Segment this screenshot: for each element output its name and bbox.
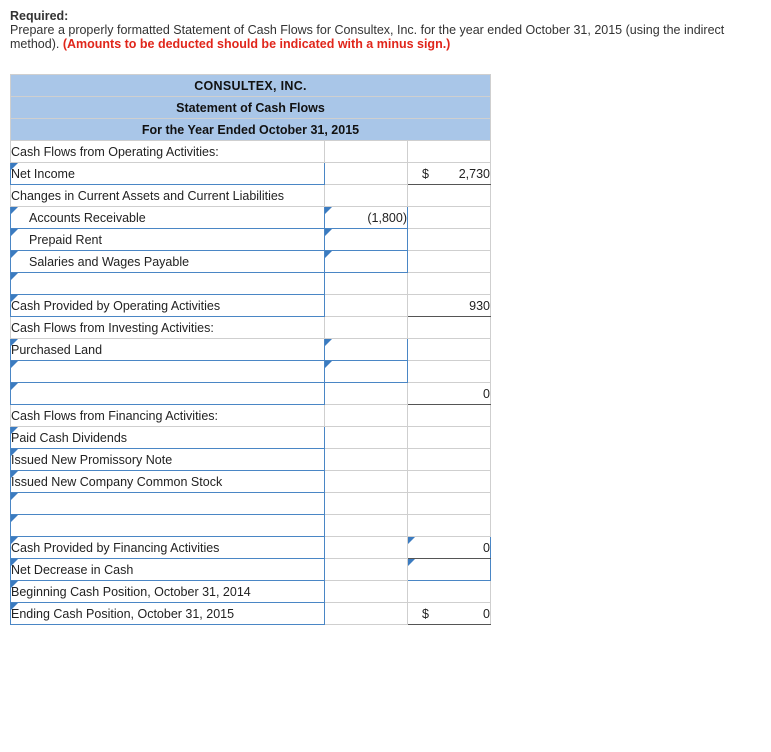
amount-input-col1[interactable]: [325, 273, 408, 295]
row-label-select[interactable]: Prepaid Rent: [11, 229, 325, 251]
company-name: CONSULTEX, INC.: [11, 75, 491, 97]
amount-input-col1[interactable]: [325, 251, 408, 273]
amount-input-col2[interactable]: 0: [408, 383, 491, 405]
amount-input-col2[interactable]: [408, 229, 491, 251]
amount-input-col1[interactable]: [325, 559, 408, 581]
dollar-sign: $: [422, 167, 429, 181]
statement-row: [11, 493, 491, 515]
statement-row: [11, 383, 491, 405]
row-label-select[interactable]: Beginning Cash Position, October 31, 2014: [11, 581, 325, 603]
row-label-select[interactable]: Cash Provided by Financing Activities: [11, 537, 325, 559]
row-label-select[interactable]: Purchased Land: [11, 339, 325, 361]
amount-input-col2[interactable]: [408, 471, 491, 493]
amount-input-col1[interactable]: (1,800): [325, 207, 408, 229]
amount-input-col1[interactable]: [325, 229, 408, 251]
amount-input-col2[interactable]: [408, 273, 491, 295]
amount-input-col2[interactable]: [408, 559, 491, 581]
row-label-select[interactable]: [11, 383, 325, 405]
required-heading: Required:: [10, 9, 69, 23]
amount-input-col1[interactable]: [325, 339, 408, 361]
statement-row: [11, 427, 491, 449]
amount-input-col2[interactable]: [408, 339, 491, 361]
amount-input-col1[interactable]: [325, 427, 408, 449]
statement-row: [11, 471, 491, 493]
amount-input-col1: [325, 141, 408, 163]
amount-input-col1[interactable]: [325, 163, 408, 185]
statement-row: [11, 317, 491, 339]
amount-input-col2: [408, 317, 491, 339]
amount-input-col1[interactable]: [325, 603, 408, 625]
amount-input-col1[interactable]: [325, 383, 408, 405]
statement-title: Statement of Cash Flows: [11, 97, 491, 119]
amount-input-col2[interactable]: [408, 449, 491, 471]
statement-row: [11, 207, 491, 229]
row-label-select[interactable]: [11, 515, 325, 537]
statement-row: [11, 251, 491, 273]
amount-input-col2[interactable]: 930: [408, 295, 491, 317]
amount-input-col1[interactable]: [325, 361, 408, 383]
amount-input-col2[interactable]: [408, 361, 491, 383]
row-label-select[interactable]: Salaries and Wages Payable: [11, 251, 325, 273]
amount-input-col1: [325, 405, 408, 427]
row-label-select[interactable]: Ending Cash Position, October 31, 2015: [11, 603, 325, 625]
amount-input-col1[interactable]: [325, 295, 408, 317]
amount-input-col2: [408, 185, 491, 207]
row-label-select[interactable]: Issued New Company Common Stock: [11, 471, 325, 493]
statement-row: [11, 537, 491, 559]
instructions: [10, 9, 755, 51]
statement-row: [11, 273, 491, 295]
section-heading: Cash Flows from Financing Activities:: [11, 405, 325, 427]
row-label-select[interactable]: [11, 273, 325, 295]
amount-input-col1[interactable]: [325, 449, 408, 471]
amount-input-col1: [325, 317, 408, 339]
amount-input-col2[interactable]: [408, 603, 491, 625]
statement-row: [11, 603, 491, 625]
amount-input-col2[interactable]: [408, 581, 491, 603]
statement-row: [11, 339, 491, 361]
statement-row: [11, 581, 491, 603]
amount-input-col2: [408, 405, 491, 427]
section-heading: Cash Flows from Investing Activities:: [11, 317, 325, 339]
amount-input-col1[interactable]: [325, 471, 408, 493]
instructions-text: Prepare a properly formatted Statement of Cash Flows for Consultex, Inc. for the year ended October 31, 2015 (using the indirect method).: [10, 23, 725, 51]
statement-row: [11, 163, 491, 185]
row-label-select[interactable]: Net Decrease in Cash: [11, 559, 325, 581]
amount-input-col2[interactable]: [408, 251, 491, 273]
section-heading: Cash Flows from Operating Activities:: [11, 141, 325, 163]
row-label-select[interactable]: Net Income: [11, 163, 325, 185]
amount-input-col1[interactable]: [325, 537, 408, 559]
row-label-select[interactable]: Accounts Receivable: [11, 207, 325, 229]
row-label-select[interactable]: Cash Provided by Operating Activities: [11, 295, 325, 317]
amount-input-col2[interactable]: [408, 207, 491, 229]
row-label-select[interactable]: Paid Cash Dividends: [11, 427, 325, 449]
amount-input-col2[interactable]: 0: [408, 537, 491, 559]
cash-flow-statement-table: [10, 74, 491, 625]
amount-input-col1: [325, 185, 408, 207]
amount-value: 0: [483, 606, 490, 621]
statement-row: [11, 141, 491, 163]
section-heading: Changes in Current Assets and Current Liabilities: [11, 185, 325, 207]
dollar-sign: $: [422, 607, 429, 621]
statement-period: For the Year Ended October 31, 2015: [11, 119, 491, 141]
amount-input-col2[interactable]: [408, 163, 491, 185]
amount-value: 2,730: [458, 166, 490, 181]
amount-input-col1[interactable]: [325, 493, 408, 515]
amount-input-col2[interactable]: [408, 493, 491, 515]
statement-row: [11, 515, 491, 537]
row-label-select[interactable]: [11, 493, 325, 515]
amount-input-col2: [408, 141, 491, 163]
statement-row: [11, 559, 491, 581]
statement-row: [11, 185, 491, 207]
amount-input-col1[interactable]: [325, 515, 408, 537]
row-label-select[interactable]: Issued New Promissory Note: [11, 449, 325, 471]
statement-row: [11, 229, 491, 251]
amount-input-col2[interactable]: [408, 515, 491, 537]
instructions-note: (Amounts to be deducted should be indicated with a minus sign.): [62, 37, 451, 51]
statement-row: [11, 361, 491, 383]
statement-row: [11, 449, 491, 471]
statement-row: [11, 405, 491, 427]
amount-input-col1[interactable]: [325, 581, 408, 603]
amount-input-col2[interactable]: [408, 427, 491, 449]
statement-row: [11, 295, 491, 317]
row-label-select[interactable]: [11, 361, 325, 383]
